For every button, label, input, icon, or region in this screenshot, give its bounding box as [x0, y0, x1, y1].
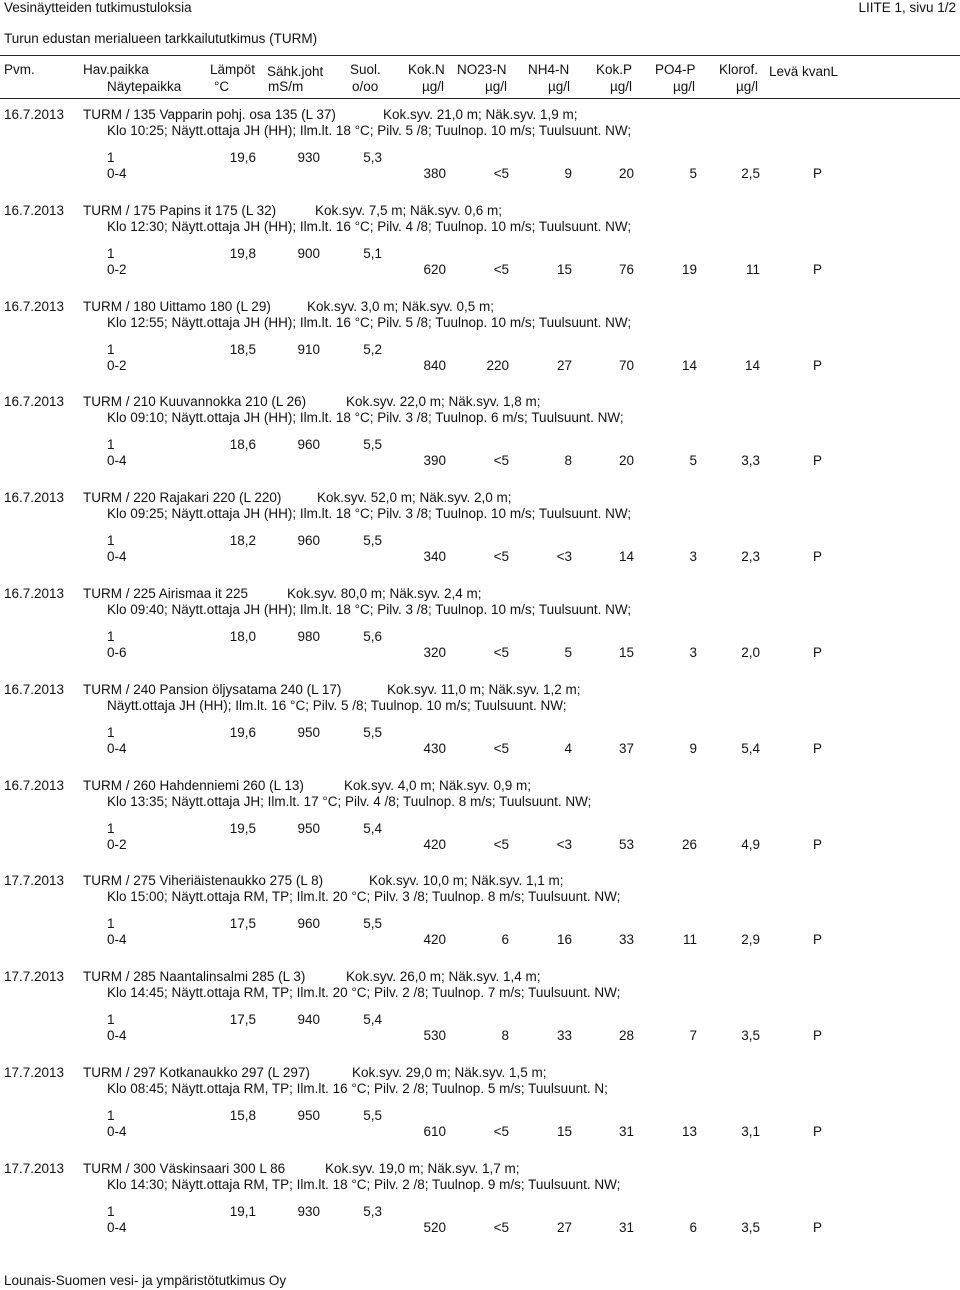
- entry-salinity: 5,2: [363, 341, 382, 357]
- entry-salinity: 5,3: [363, 1203, 382, 1219]
- entry-salinity: 5,5: [363, 724, 382, 740]
- entry-no23n: <5: [493, 836, 509, 852]
- col-header-nh4n: NH4-N: [528, 62, 570, 77]
- entry-algae-sample: P: [813, 836, 823, 852]
- entry-site: TURM / 210 Kuuvannokka 210 (L 26): [83, 394, 307, 410]
- entry-nh4n: 16: [556, 932, 572, 948]
- entry-temperature: 18,0: [229, 629, 256, 644]
- entry-sampling-info: Klo 13:35; Näytt.ottaja JH; Ilm.lt. 17 °C; Pilv. 4 /8; Tuulnop. 8 m/s; Tuulsuunt. NW;: [107, 793, 592, 809]
- entry-chlorophyll: 2,9: [741, 932, 760, 948]
- col-header-salinity: Suol.: [350, 62, 381, 77]
- entry-depths: Kok.syv. 80,0 m; Näk.syv. 2,4 m;: [287, 586, 482, 601]
- col-header-no23n: NO23-N: [457, 62, 507, 77]
- col-unit-total-p: µg/l: [610, 79, 633, 94]
- entry-date: 17.7.2013: [4, 1065, 65, 1080]
- entry-po4p: 9: [689, 740, 697, 756]
- entry-total-p: 31: [618, 1124, 634, 1139]
- header-rule-bottom: [0, 98, 960, 99]
- entry-total-n: 420: [423, 836, 446, 852]
- entry-po4p: 5: [689, 453, 697, 469]
- entry-salinity: 5,5: [363, 533, 382, 549]
- entry-conductivity: 910: [297, 341, 320, 357]
- entry-depth-range: 0-4: [107, 1219, 127, 1235]
- col-header-total-p: Kok.P: [596, 62, 633, 77]
- entry-conductivity: 950: [297, 1108, 320, 1123]
- entry-algae-sample: P: [813, 1028, 823, 1044]
- col-header-po4p: PO4-P: [655, 62, 696, 77]
- entry-algae-sample: P: [813, 166, 823, 181]
- entry-no23n: <5: [493, 166, 509, 181]
- entry-total-n: 620: [423, 261, 446, 277]
- entry-po4p: 26: [681, 836, 697, 852]
- entry-total-p: 20: [618, 166, 634, 181]
- entry-depth-range: 0-2: [107, 261, 127, 277]
- entry-conductivity: 980: [297, 629, 320, 644]
- col-unit-total-n: µg/l: [422, 79, 445, 94]
- entry-temperature: 19,8: [229, 245, 256, 261]
- entry-date: 16.7.2013: [4, 298, 65, 314]
- entry-depth-upper: 1: [107, 629, 115, 644]
- entry-nh4n: 5: [564, 645, 572, 660]
- entry-depths: Kok.syv. 10,0 m; Näk.syv. 1,1 m;: [369, 873, 564, 889]
- entry-sampling-info: Klo 10:25; Näytt.ottaja JH (HH); Ilm.lt. 18 °C; Pilv. 5 /8; Tuulnop. 10 m/s; Tuulsuunt. NW;: [107, 123, 632, 138]
- entry-chlorophyll: 11: [745, 261, 760, 277]
- entry-total-n: 840: [423, 357, 446, 373]
- col-header-chlorophyll: Klorof.: [719, 62, 759, 77]
- entry-date: 16.7.2013: [4, 490, 65, 506]
- entry-conductivity: 960: [297, 533, 320, 549]
- entry-conductivity: 960: [297, 916, 320, 932]
- entry-chlorophyll: 2,0: [741, 645, 760, 660]
- entry-site: TURM / 135 Vapparin pohj. osa 135 (L 37): [83, 107, 336, 122]
- col-header-total-n: Kok.N: [408, 62, 445, 77]
- entry-temperature: 19,6: [229, 150, 256, 165]
- entry-depth-upper: 1: [107, 820, 115, 836]
- entry-date: 16.7.2013: [4, 681, 65, 697]
- entry-po4p: 3: [689, 549, 697, 565]
- entry-total-p: 37: [618, 740, 634, 756]
- entry-date: 17.7.2013: [4, 969, 65, 985]
- entry-site: TURM / 225 Airismaa it 225: [83, 586, 249, 601]
- entry-site: TURM / 297 Kotkanaukko 297 (L 297): [83, 1065, 310, 1080]
- entry-conductivity: 950: [297, 820, 320, 836]
- result-entry: [0, 1065, 960, 1161]
- entry-depth-range: 0-4: [107, 1028, 127, 1044]
- entry-site: TURM / 175 Papins it 175 (L 32): [83, 202, 277, 218]
- entry-chlorophyll: 3,1: [741, 1124, 760, 1139]
- entry-temperature: 17,5: [229, 916, 256, 932]
- entry-salinity: 5,5: [363, 1108, 382, 1123]
- document-subtitle: Turun edustan merialueen tarkkailututkimus (TURM): [4, 31, 318, 46]
- entry-site: TURM / 260 Hahdenniemi 260 (L 13): [83, 777, 304, 793]
- header-rule-top: [0, 55, 960, 56]
- entry-depth-upper: 1: [107, 724, 115, 740]
- entry-no23n: 6: [501, 932, 509, 948]
- entry-po4p: 5: [689, 166, 697, 181]
- entry-depth-range: 0-2: [107, 357, 127, 373]
- entry-depths: Kok.syv. 26,0 m; Näk.syv. 1,4 m;: [346, 969, 541, 985]
- entry-temperature: 19,6: [229, 724, 256, 740]
- entry-date: 17.7.2013: [4, 873, 65, 889]
- entry-depth-upper: 1: [107, 1012, 115, 1028]
- entry-nh4n: 8: [564, 453, 572, 469]
- entry-depths: Kok.syv. 3,0 m; Näk.syv. 0,5 m;: [307, 298, 495, 314]
- entry-depth-upper: 1: [107, 1108, 115, 1123]
- entry-salinity: 5,4: [363, 1012, 382, 1028]
- entry-nh4n: 33: [556, 1028, 572, 1044]
- entry-po4p: 3: [689, 645, 697, 660]
- entry-no23n: <5: [493, 549, 509, 565]
- entry-total-n: 390: [423, 453, 446, 469]
- entry-nh4n: 15: [556, 1124, 572, 1139]
- entry-temperature: 19,5: [229, 820, 256, 836]
- col-unit-conductivity: mS/m: [268, 79, 304, 94]
- entry-po4p: 19: [681, 261, 697, 277]
- entry-sampling-info: Klo 15:00; Näytt.ottaja RM, TP; Ilm.lt. 20 °C; Pilv. 3 /8; Tuulnop. 8 m/s; Tuulsuunt. NW;: [107, 889, 621, 905]
- entry-nh4n: <3: [556, 549, 572, 565]
- entry-site: TURM / 180 Uittamo 180 (L 29): [83, 298, 271, 314]
- entry-conductivity: 960: [297, 437, 320, 453]
- entry-site: TURM / 275 Viheriäistenaukko 275 (L 8): [83, 873, 324, 889]
- entry-algae-sample: P: [813, 740, 823, 756]
- entry-total-n: 320: [423, 645, 446, 660]
- entry-total-n: 380: [423, 166, 446, 181]
- entry-depth-range: 0-2: [107, 836, 127, 852]
- entry-date: 16.7.2013: [4, 107, 65, 122]
- entry-salinity: 5,1: [363, 245, 382, 261]
- entry-depth-range: 0-4: [107, 740, 127, 756]
- entry-salinity: 5,6: [363, 629, 382, 644]
- entry-no23n: <5: [493, 645, 509, 660]
- col-header-conductivity: Sähk.joht: [267, 64, 324, 79]
- result-entry: [0, 107, 960, 203]
- entry-po4p: 11: [682, 932, 697, 948]
- entry-total-p: 53: [618, 836, 634, 852]
- entry-conductivity: 950: [297, 724, 320, 740]
- entry-no23n: <5: [493, 1124, 509, 1139]
- col-unit-no23n: µg/l: [485, 79, 508, 94]
- entry-salinity: 5,5: [363, 916, 382, 932]
- result-entry: [0, 778, 960, 874]
- entry-depth-upper: 1: [107, 437, 115, 453]
- entry-total-p: 33: [618, 932, 634, 948]
- entry-site: TURM / 300 Väskinsaari 300 L 86: [83, 1160, 286, 1176]
- entry-total-p: 76: [618, 261, 634, 277]
- entry-total-n: 610: [423, 1124, 446, 1139]
- entry-sampling-info: Näytt.ottaja JH (HH); Ilm.lt. 16 °C; Pilv. 5 /8; Tuulnop. 10 m/s; Tuulsuunt. NW;: [107, 697, 567, 713]
- entry-chlorophyll: 3,5: [741, 1219, 760, 1235]
- result-entry: [0, 1161, 960, 1257]
- entry-po4p: 14: [681, 357, 697, 373]
- entry-salinity: 5,5: [363, 437, 382, 453]
- footer-organization: Lounais-Suomen vesi- ja ympäristötutkimus Oy: [4, 1273, 287, 1288]
- entry-chlorophyll: 2,5: [741, 166, 760, 181]
- entry-po4p: 7: [689, 1028, 697, 1044]
- entry-sampling-info: Klo 14:30; Näytt.ottaja RM, TP; Ilm.lt. 18 °C; Pilv. 2 /8; Tuulnop. 9 m/s; Tuulsuunt. NW;: [107, 1176, 621, 1192]
- entry-depth-range: 0-6: [107, 645, 127, 660]
- col-header-algae: Levä kvanL: [769, 64, 839, 79]
- entry-algae-sample: P: [813, 1124, 823, 1139]
- entry-date: 16.7.2013: [4, 777, 65, 793]
- page-indicator: LIITE 1, sivu 1/2: [858, 0, 956, 15]
- entry-date: 16.7.2013: [4, 202, 65, 218]
- entry-date: 17.7.2013: [4, 1160, 65, 1176]
- entry-salinity: 5,4: [363, 820, 382, 836]
- entry-total-n: 520: [423, 1219, 446, 1235]
- entry-depths: Kok.syv. 29,0 m; Näk.syv. 1,5 m;: [352, 1065, 547, 1080]
- col-header-date: Pvm.: [4, 62, 35, 77]
- col-header-site: Hav.paikka: [83, 62, 149, 77]
- col-header-sample-site: Näytepaikka: [107, 79, 182, 94]
- entry-temperature: 15,8: [229, 1108, 256, 1123]
- entry-depth-upper: 1: [107, 150, 115, 165]
- entry-depth-upper: 1: [107, 245, 115, 261]
- entry-algae-sample: P: [813, 1219, 823, 1235]
- col-unit-chlorophyll: µg/l: [736, 79, 759, 94]
- entry-po4p: 6: [689, 1219, 697, 1235]
- entry-temperature: 18,2: [229, 533, 256, 549]
- entry-chlorophyll: 3,3: [741, 453, 760, 469]
- entry-algae-sample: P: [813, 549, 823, 565]
- entry-chlorophyll: 3,5: [741, 1028, 760, 1044]
- result-entry: [0, 969, 960, 1065]
- entry-no23n: <5: [493, 1219, 509, 1235]
- entry-po4p: 13: [681, 1124, 697, 1139]
- entry-temperature: 18,6: [229, 437, 256, 453]
- result-entry: [0, 299, 960, 395]
- entry-sampling-info: Klo 09:40; Näytt.ottaja JH (HH); Ilm.lt. 18 °C; Pilv. 3 /8; Tuulnop. 10 m/s; Tuulsuunt. NW;: [107, 602, 632, 617]
- entry-temperature: 17,5: [229, 1012, 256, 1028]
- entry-nh4n: <3: [556, 836, 572, 852]
- entry-total-n: 430: [423, 740, 446, 756]
- entry-chlorophyll: 4,9: [741, 836, 760, 852]
- entry-sampling-info: Klo 09:10; Näytt.ottaja JH (HH); Ilm.lt. 18 °C; Pilv. 3 /8; Tuulnop. 6 m/s; Tuulsuunt. NW;: [107, 410, 624, 426]
- entry-no23n: <5: [493, 261, 509, 277]
- entry-depths: Kok.syv. 52,0 m; Näk.syv. 2,0 m;: [317, 490, 512, 506]
- result-entry: [0, 394, 960, 490]
- entry-algae-sample: P: [813, 453, 823, 469]
- entry-nh4n: 4: [564, 740, 572, 756]
- entry-depth-range: 0-4: [107, 166, 127, 181]
- entry-nh4n: 15: [556, 261, 572, 277]
- col-unit-salinity: o/oo: [352, 79, 379, 94]
- entry-algae-sample: P: [813, 357, 823, 373]
- entry-no23n: <5: [493, 453, 509, 469]
- entry-depth-range: 0-4: [107, 453, 127, 469]
- entry-depths: Kok.syv. 4,0 m; Näk.syv. 0,9 m;: [344, 777, 532, 793]
- result-entry: [0, 682, 960, 778]
- entry-sampling-info: Klo 14:45; Näytt.ottaja RM, TP; Ilm.lt. 20 °C; Pilv. 2 /8; Tuulnop. 7 m/s; Tuulsuunt. NW;: [107, 985, 621, 1001]
- entry-algae-sample: P: [813, 261, 823, 277]
- entry-nh4n: 27: [556, 357, 572, 373]
- col-header-temp: Lämpöt: [210, 62, 256, 77]
- result-entry: [0, 490, 960, 586]
- entry-depth-upper: 1: [107, 341, 115, 357]
- entry-depths: Kok.syv. 21,0 m; Näk.syv. 1,9 m;: [383, 107, 578, 122]
- col-unit-po4p: µg/l: [673, 79, 696, 94]
- result-entry: [0, 873, 960, 969]
- entry-site: TURM / 285 Naantalinsalmi 285 (L 3): [83, 969, 306, 985]
- entry-depths: Kok.syv. 19,0 m; Näk.syv. 1,7 m;: [325, 1160, 520, 1176]
- entry-chlorophyll: 14: [744, 357, 760, 373]
- entry-total-n: 530: [423, 1028, 446, 1044]
- entry-total-p: 15: [618, 645, 634, 660]
- entry-conductivity: 930: [297, 150, 320, 165]
- entry-conductivity: 900: [297, 245, 320, 261]
- entry-date: 16.7.2013: [4, 394, 65, 410]
- entry-sampling-info: Klo 12:30; Näytt.ottaja JH (HH); Ilm.lt. 16 °C; Pilv. 4 /8; Tuulnop. 10 m/s; Tuulsuunt. NW;: [107, 218, 632, 234]
- entry-nh4n: 27: [556, 1219, 572, 1235]
- entry-no23n: 8: [501, 1028, 509, 1044]
- entry-salinity: 5,3: [363, 150, 382, 165]
- entry-depth-range: 0-4: [107, 549, 127, 565]
- entry-nh4n: 9: [564, 166, 572, 181]
- entry-algae-sample: P: [813, 932, 823, 948]
- col-unit-nh4n: µg/l: [548, 79, 571, 94]
- entry-no23n: <5: [493, 740, 509, 756]
- result-entry: [0, 203, 960, 299]
- entry-depth-range: 0-4: [107, 932, 127, 948]
- entry-no23n: 220: [486, 357, 509, 373]
- entry-depths: Kok.syv. 22,0 m; Näk.syv. 1,8 m;: [346, 394, 541, 410]
- entry-total-p: 70: [618, 357, 634, 373]
- entry-conductivity: 940: [297, 1012, 320, 1028]
- entry-depth-range: 0-4: [107, 1124, 127, 1139]
- entry-depth-upper: 1: [107, 1203, 115, 1219]
- entry-depths: Kok.syv. 7,5 m; Näk.syv. 0,6 m;: [315, 202, 503, 218]
- entry-total-p: 14: [618, 549, 634, 565]
- entry-depths: Kok.syv. 11,0 m; Näk.syv. 1,2 m;: [387, 681, 581, 697]
- entry-depth-upper: 1: [107, 916, 115, 932]
- entry-sampling-info: Klo 09:25; Näytt.ottaja JH (HH); Ilm.lt. 18 °C; Pilv. 3 /8; Tuulnop. 10 m/s; Tuulsuunt. NW;: [107, 506, 632, 522]
- entry-chlorophyll: 5,4: [741, 740, 760, 756]
- entry-total-p: 28: [618, 1028, 634, 1044]
- entry-temperature: 18,5: [229, 341, 256, 357]
- entry-temperature: 19,1: [229, 1203, 256, 1219]
- entry-algae-sample: P: [813, 645, 823, 660]
- entry-depth-upper: 1: [107, 533, 115, 549]
- entry-site: TURM / 220 Rajakari 220 (L 220): [83, 490, 282, 506]
- result-entry: [0, 586, 960, 682]
- entry-site: TURM / 240 Pansion öljysatama 240 (L 17): [83, 681, 342, 697]
- entry-date: 16.7.2013: [4, 586, 65, 601]
- entry-total-p: 20: [618, 453, 634, 469]
- col-unit-temp: °C: [214, 79, 230, 94]
- entry-conductivity: 930: [297, 1203, 320, 1219]
- entry-chlorophyll: 2,3: [741, 549, 760, 565]
- entry-sampling-info: Klo 08:45; Näytt.ottaja RM, TP; Ilm.lt. 16 °C; Pilv. 2 /8; Tuulnop. 5 m/s; Tuulsuunt. N;: [107, 1081, 608, 1096]
- entry-sampling-info: Klo 12:55; Näytt.ottaja JH (HH); Ilm.lt. 16 °C; Pilv. 5 /8; Tuulnop. 10 m/s; Tuulsuunt. NW;: [107, 314, 632, 330]
- entry-total-n: 340: [423, 549, 446, 565]
- document-title: Vesinäytteiden tutkimustuloksia: [4, 0, 192, 15]
- entry-total-p: 31: [618, 1219, 634, 1235]
- entry-total-n: 420: [423, 932, 446, 948]
